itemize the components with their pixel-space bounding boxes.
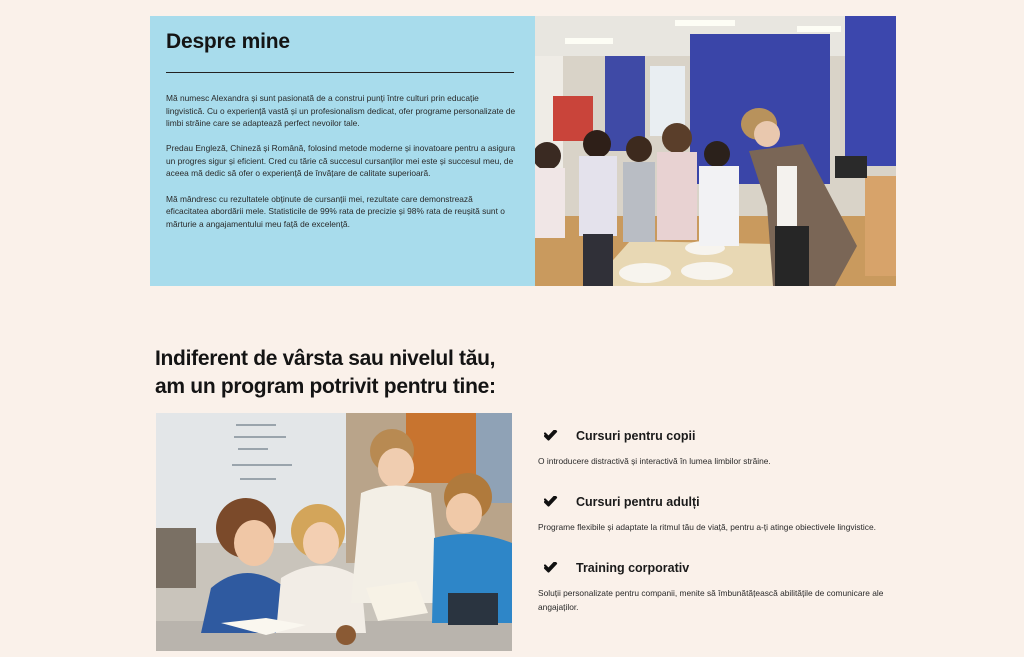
double-check-icon: [544, 562, 558, 574]
about-paragraph: Predau Engleză, Chineză și Română, folosind metode moderne și inovatoare pentru a asigura un progres sigur și eficient. Cred cu tărie că succesul cursanților mei este și succesul meu, de aceea mă dedic să ofer o experiență de învățare de calitate superioară.: [166, 143, 516, 179]
about-title: Despre mine: [166, 30, 290, 53]
about-paragraph: Mă mândresc cu rezultatele obținute de cursanții mei, rezultate care demonstrează eficacitatea abordării mele. Statisticile de 99% rata de precizie și 98% rata de reușită sunt o mărturie a angajamentului meu față de excelență.: [166, 193, 505, 229]
classroom-photo: [535, 16, 896, 286]
offer-header: [538, 492, 898, 512]
offer-title: Cursuri pentru adulți: [576, 495, 700, 509]
about-section: [150, 16, 896, 286]
offer-item: [538, 426, 898, 492]
double-check-icon: [544, 430, 558, 442]
programs-title-line: am un program potrivit pentru tine:: [155, 375, 496, 398]
double-check-icon: [544, 496, 558, 508]
kids-reading-photo: [156, 413, 512, 651]
offer-title: Training corporativ: [576, 561, 690, 575]
offer-header: [538, 558, 898, 578]
offer-description: O introducere distractivă și interactivă în lumea limbilor străine.: [538, 456, 771, 466]
offer-item: [538, 492, 898, 558]
offer-description: Soluții personalizate pentru companii, menite să îmbunătățească abilitățile de comunicare ale angajaților.: [538, 588, 884, 612]
offer-description: Programe flexibile și adaptate la ritmul tău de viață, pentru a-ți atinge obiectivele lingvistice.: [538, 522, 876, 532]
classroom-photo-illustration: [535, 16, 896, 286]
offer-header: [538, 426, 898, 446]
about-paragraph: Mă numesc Alexandra și sunt pasionată de a construi punți între culturi prin educație lingvistică. Cu o experiență vastă și un profesionalism dedicat, ofer programe personalizate de limbi străine care se adaptează perfect nevoilor tale.: [166, 93, 516, 129]
programs-title: [155, 345, 496, 401]
about-text: [166, 92, 516, 230]
programs-title-line: Indiferent de vârsta sau nivelul tău,: [155, 347, 496, 370]
about-divider: [166, 72, 514, 73]
about-panel: [150, 16, 535, 286]
offers-list: [538, 426, 898, 614]
offer-item: [538, 558, 898, 614]
offer-title: Cursuri pentru copii: [576, 429, 696, 443]
kids-reading-illustration: [156, 413, 512, 651]
